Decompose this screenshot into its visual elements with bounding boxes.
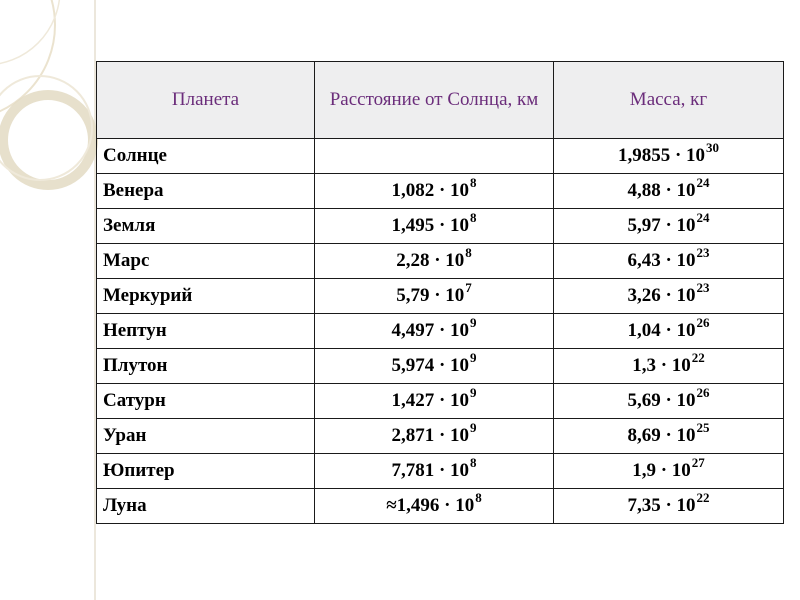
table-row [97,349,784,384]
distance-exponent: 9 [470,315,477,330]
distance-cell [315,384,554,419]
table-row [97,209,784,244]
mass-mantissa: 4,88 · 10 [627,180,696,201]
table-row [97,419,784,454]
distance-exponent: 8 [470,175,477,190]
planet-name-cell: Уран [97,419,315,454]
mass-mantissa: 8,69 · 10 [627,425,696,446]
planets-table [96,61,784,524]
table-row [97,454,784,489]
mass-cell [554,139,784,174]
distance-cell [315,349,554,384]
mass-mantissa: 5,69 · 10 [627,390,696,411]
mass-mantissa: 1,9 · 10 [632,460,691,481]
distance-mantissa: 1,427 · 10 [391,390,470,411]
planet-name-cell: Солнце [97,139,315,174]
table-row [97,279,784,314]
distance-cell [315,454,554,489]
distance-cell [315,244,554,279]
distance-cell [315,489,554,524]
header-mass: Масса, кг [554,62,784,139]
planet-name-cell: Сатурн [97,384,315,419]
mass-cell [554,419,784,454]
header-distance: Расстояние от Солнца, км [315,62,554,139]
planet-name-cell: Марс [97,244,315,279]
mass-exponent: 26 [696,315,710,330]
mass-cell [554,174,784,209]
mass-exponent: 26 [696,385,710,400]
distance-exponent: 8 [475,490,482,505]
distance-exponent: 9 [470,350,477,365]
distance-cell [315,419,554,454]
mass-cell [554,454,784,489]
distance-mantissa: 5,974 · 10 [391,355,470,376]
table-body [97,139,784,524]
distance-cell [315,279,554,314]
distance-mantissa: 5,79 · 10 [396,285,465,306]
distance-mantissa: 2,871 · 10 [391,425,470,446]
table-header [97,62,784,139]
mass-mantissa: 1,3 · 10 [632,355,691,376]
table-row [97,174,784,209]
distance-mantissa: 2,28 · 10 [396,250,465,271]
mass-mantissa: 6,43 · 10 [627,250,696,271]
mass-cell [554,384,784,419]
planet-name-cell: Плутон [97,349,315,384]
distance-cell [315,174,554,209]
planet-name-cell: Нептун [97,314,315,349]
mass-exponent: 24 [696,175,710,190]
mass-cell [554,209,784,244]
distance-exponent: 9 [470,420,477,435]
distance-cell [315,314,554,349]
decorative-rings [0,0,110,600]
distance-mantissa: 4,497 · 10 [391,320,470,341]
distance-mantissa: ≈1,496 · 10 [386,495,475,516]
distance-exponent: 7 [465,280,472,295]
table-row [97,384,784,419]
distance-cell [315,209,554,244]
header-planet: Планета [97,62,315,139]
mass-cell [554,244,784,279]
header-row [97,62,784,139]
mass-cell [554,279,784,314]
mass-exponent: 25 [696,420,710,435]
mass-exponent: 30 [706,140,720,155]
mass-exponent: 23 [696,245,710,260]
mass-mantissa: 5,97 · 10 [627,215,696,236]
distance-mantissa: 7,781 · 10 [391,460,470,481]
table-row [97,489,784,524]
planet-name-cell: Меркурий [97,279,315,314]
table-row [97,314,784,349]
mass-mantissa: 7,35 · 10 [627,495,696,516]
mass-exponent: 22 [696,490,710,505]
mass-mantissa: 1,9855 · 10 [617,145,706,166]
planet-name-cell: Юпитер [97,454,315,489]
mass-exponent: 24 [696,210,710,225]
mass-exponent: 22 [691,350,705,365]
decor-ring-thick [3,95,93,185]
planet-name-cell: Земля [97,209,315,244]
mass-mantissa: 1,04 · 10 [627,320,696,341]
distance-exponent: 8 [470,455,477,470]
mass-cell [554,489,784,524]
mass-cell [554,349,784,384]
mass-cell [554,314,784,349]
distance-exponent: 8 [465,245,472,260]
table-row [97,244,784,279]
planet-name-cell: Венера [97,174,315,209]
distance-exponent: 8 [470,210,477,225]
planet-name-cell: Луна [97,489,315,524]
mass-exponent: 27 [691,455,705,470]
distance-mantissa: 1,082 · 10 [391,180,470,201]
table-row [97,139,784,174]
distance-mantissa: 1,495 · 10 [391,215,470,236]
distance-cell [315,139,554,174]
distance-exponent: 9 [470,385,477,400]
mass-exponent: 23 [696,280,710,295]
mass-mantissa: 3,26 · 10 [627,285,696,306]
